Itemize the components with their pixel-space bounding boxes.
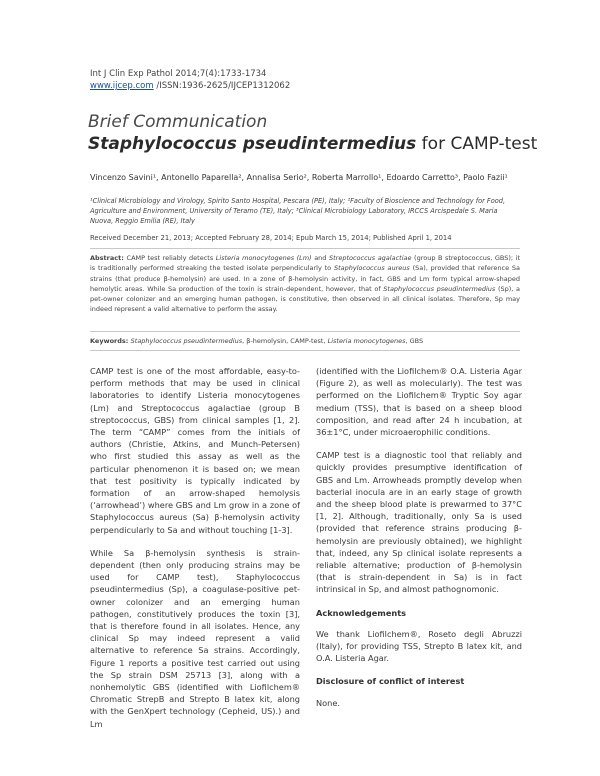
abstract-label: Abstract: xyxy=(90,254,127,262)
abstract-text: and xyxy=(311,254,329,262)
body-right-column xyxy=(316,365,522,720)
body-paragraph: CAMP test is one of the most affordable, easy-to-perform methods that may be used in clinical laboratories to identify Listeria monocytogenes (Lm) and Streptococcus agalactiae (group B streptococcus, GBS) from clinical samples [1, 2]. The term “CAMP” comes from the initials of authors (Christie, Atkins, and Munch-Petersen) who first studied this assay as well as the particular phenomenon it is based on; we mean that test positivity is typically indicated by formation of an arrow-shaped hemolysis (‘arrowhead’) where GBS and Lm grow in a zone of Staphylococcus aureus (Sa) β-hemolysin activity perpendicularly to Sa and without touching [1-3]. xyxy=(90,366,300,535)
acknowledgements-heading: Acknowledgements xyxy=(316,607,406,618)
abstract-text: Staphylococcus aureus xyxy=(333,264,410,273)
journal-issn-line xyxy=(90,80,290,92)
publication-dates: Received December 21, 2013; Accepted February 28, 2014; Epub March 15, 2014; Published April 1, 2014 xyxy=(90,234,452,242)
conflict-text: None. xyxy=(316,697,340,708)
affiliations: ¹Clinical Microbiology and Virology, Spirito Santo Hospital, Pescara (PE), Italy; ²Faculty of Bioscience and Technology for Food, Agriculture and Environment, University of Teramo (TE), Italy; ³Clinical Microbiology Laboratory, IRCCS Arcispedale S. Maria Nuova, Reggio Emilia (RE), Italy xyxy=(90,197,506,225)
abstract-text: (Sa), provided that reference Sa strains (that produce β-hemolysin) are used. In a zone of β-hemolysin activity, in fact, GBS and Lm form typical arrow-shaped hemolytic areas. While Sa production of the toxin is strain-dependent, however, that of xyxy=(90,264,521,293)
acknowledgements-text: We thank Liofilchem®, Roseto degli Abruzzi (Italy), for providing TSS, Strepto B latex kit, and O.A. Listeria Agar. xyxy=(316,628,522,664)
keyword: Staphylococcus pseudintermedius xyxy=(130,337,243,345)
abstract-text: CAMP test reliably detects xyxy=(126,254,216,262)
journal-citation: Int J Clin Exp Pathol 2014;7(4):1733-1734 xyxy=(90,69,267,79)
document-type: Brief Communication xyxy=(88,112,268,132)
abstract-text: Staphylococcus pseudintermedius xyxy=(383,284,496,293)
body-paragraph: CAMP test is a diagnostic tool that reliably and quickly provides presumptive identification of GBS and Lm. Arrowheads promptly develop when bacterial inocula are in an early stage of growth and the sheep blood plate is prewarmed to 37°C [1, 2]. Although, traditionally, only Sa is used (provided that reference strains producing β-hemolysin are previously obtained), we highlight that, indeed, any Sp clinical isolate represents a reliable alternative; production of β-hemolysin (that is strain-dependent in Sa) is in fact intrinsical in Sp, and almost pathognomonic. xyxy=(316,450,522,595)
body-paragraph: (identified with the Liofilchem® O.A. Listeria Agar (Figure 2), as well as molecularly). The test was performed on the Liofilchem® Tryptic Soy agar medium (TSS), that is based on a sheep blood composition, and read after 24 h incubation, at 36±1°C, under microaerophilic conditions. xyxy=(316,366,522,438)
keyword: Listeria monocytogenes xyxy=(327,337,406,345)
keywords-divider xyxy=(90,331,520,332)
article-title xyxy=(88,134,537,154)
abstract-text: (Sp), a pet-owner colonizer and an emerging human pathogen, is constitutive, then observed in all clinical isolates. Therefore, Sp may indeed represent a valid alternative to perform the assay. xyxy=(90,284,520,314)
abstract xyxy=(90,253,520,315)
journal-url-link[interactable]: www.ijcep.com xyxy=(90,81,154,91)
abstract-text: (group B streptococcus, GBS); it is traditionally performed streaking the tested isolate perpendicularly to xyxy=(90,254,521,273)
author-list: Vincenzo Savini¹, Antonello Paparella², Annalisa Serio², Roberta Marrollo¹, Edoardo Carretto³, Paolo Fazii¹ xyxy=(90,173,508,182)
keyword: , β-hemolysin, CAMP-test, xyxy=(242,337,328,345)
abstract-top-divider xyxy=(90,248,520,249)
body-left-column xyxy=(90,365,300,741)
body-paragraph: While Sa β-hemolysin synthesis is strain-dependent (then only producing strains may be used for CAMP test), Staphylococcus pseudintermedius (Sp), a coagulase-positive pet-owner colonizer and an emerging human pathogen, constitutively produces the toxin [3], that is therefore found in all isolates. Hence, any clinical Sp may indeed represent a valid alternative to reference Sa strains. Accordingly, Figure 1 reports a positive test carried out using the Sp strain DSM 25713 [3], along with a nonhemolytic GBS (identified with Liofilchem® Chromatic StrepB and Strepto B latex kit, along with the GenXpert technology (Cepheid, US).) and Lm xyxy=(90,547,300,729)
title-species: Staphylococcus pseudintermedius xyxy=(88,134,417,154)
keyword: , GBS xyxy=(405,337,424,345)
journal-header xyxy=(90,68,290,92)
abstract-text: Streptococcus agalactiae xyxy=(328,254,412,262)
abstract-text: Listeria monocytogenes (Lm) xyxy=(215,254,312,262)
conflict-heading: Disclosure of conflict of interest xyxy=(316,676,465,687)
journal-issn: /ISSN:1936-2625/IJCEP1312062 xyxy=(153,81,291,91)
body-top-divider xyxy=(90,350,520,351)
keywords-label: Keywords: xyxy=(90,337,131,345)
keywords xyxy=(90,337,520,345)
title-rest: for CAMP-test xyxy=(416,134,538,154)
